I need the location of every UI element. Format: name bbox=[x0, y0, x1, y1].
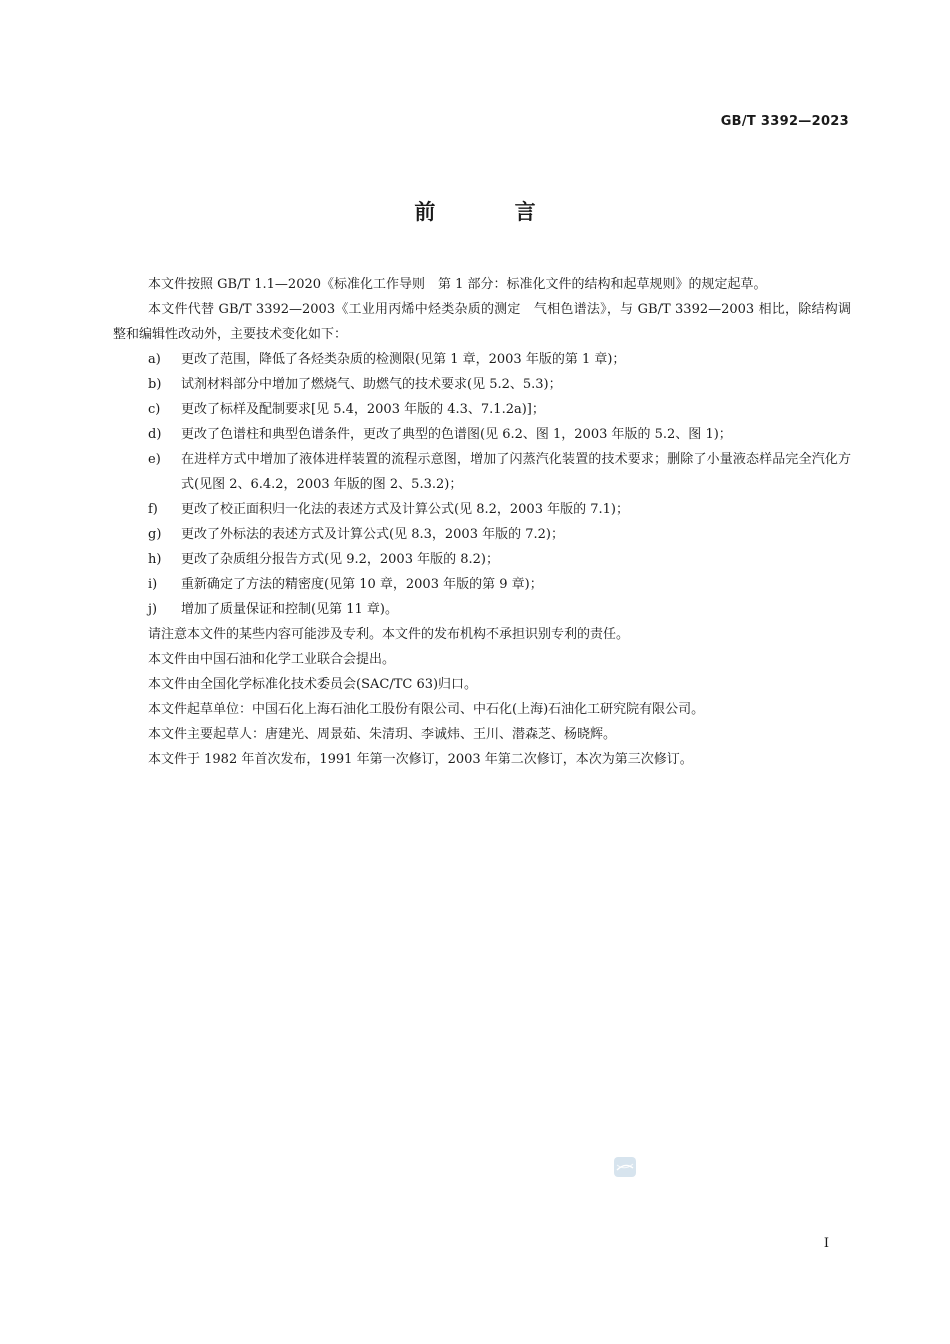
intro-paragraph-drafting-rules: 本文件按照 GB/T 1.1—2020《标准化工作导则 第 1 部分：标准化文件的结构和起草规则》的规定起草。 bbox=[148, 277, 767, 292]
publication-history-paragraph: 本文件于 1982 年首次发布，1991 年第一次修订，2003 年第二次修订，本次为第三次修订。 bbox=[148, 752, 693, 767]
sac-watermark-logo bbox=[613, 1156, 637, 1178]
change-item-text: 更改了杂质组分报告方式(见 9.2，2003 年版的 8.2)； bbox=[181, 552, 499, 567]
change-list-item bbox=[113, 447, 851, 497]
change-list-item bbox=[113, 522, 851, 547]
change-item-label: g) bbox=[148, 527, 162, 542]
change-item-label: f) bbox=[148, 502, 158, 517]
intro-paragraph-replacement: 本文件代替 GB/T 3392—2003《工业用丙烯中烃类杂质的测定 气相色谱法》，与 GB/T 3392—2003 相比，除结构调整和编辑性改动外，主要技术变化如下： bbox=[113, 302, 851, 342]
patent-notice-paragraph: 请注意本文件的某些内容可能涉及专利。本文件的发布机构不承担识别专利的责任。 bbox=[148, 627, 630, 642]
document-body bbox=[113, 272, 851, 772]
proposer-paragraph: 本文件由中国石油和化学工业联合会提出。 bbox=[148, 652, 396, 667]
change-item-label: a) bbox=[148, 352, 161, 367]
change-list-item bbox=[113, 422, 851, 447]
change-list-item bbox=[113, 497, 851, 522]
change-item-label: c) bbox=[148, 402, 161, 417]
technical-committee-paragraph: 本文件由全国化学标准化技术委员会(SAC/TC 63)归口。 bbox=[148, 677, 478, 692]
page-number: I bbox=[823, 1236, 829, 1251]
change-item-text: 试剂材料部分中增加了燃烧气、助燃气的技术要求(见 5.2、5.3)； bbox=[181, 377, 562, 392]
change-item-text: 更改了校正面积归一化法的表述方式及计算公式(见 8.2，2003 年版的 7.1)； bbox=[181, 502, 629, 517]
change-item-label: d) bbox=[148, 427, 162, 442]
change-item-text: 增加了质量保证和控制(见第 11 章)。 bbox=[181, 602, 398, 617]
change-item-label: b) bbox=[148, 377, 162, 392]
change-item-label: j) bbox=[148, 602, 158, 617]
change-item-text: 在进样方式中增加了液体进样装置的流程示意图，增加了闪蒸汽化装置的技术要求；删除了小量液态样品完全汽化方式(见图 2、6.4.2，2003 年版的图 2、5.3.2)； bbox=[181, 452, 851, 492]
page-title: 前 言 bbox=[414, 200, 572, 224]
change-item-label: e) bbox=[148, 452, 161, 467]
change-list-item bbox=[113, 372, 851, 397]
change-item-label: h) bbox=[148, 552, 162, 567]
document-code: GB/T 3392—2023 bbox=[720, 114, 849, 129]
change-item-text: 更改了范围，降低了各烃类杂质的检测限(见第 1 章，2003 年版的第 1 章)； bbox=[181, 352, 626, 367]
change-list-item bbox=[113, 397, 851, 422]
change-item-text: 更改了色谱柱和典型色谱条件，更改了典型的色谱图(见 6.2、图 1，2003 年版的 5.2、图 1)； bbox=[181, 427, 732, 442]
drafting-units-paragraph: 本文件起草单位：中国石化上海石油化工股份有限公司、中石化(上海)石油化工研究院有限公司。 bbox=[148, 702, 705, 717]
change-item-label: i) bbox=[148, 577, 158, 592]
change-list-item bbox=[113, 347, 851, 372]
change-list-item bbox=[113, 547, 851, 572]
change-item-text: 更改了外标法的表述方式及计算公式(见 8.3，2003 年版的 7.2)； bbox=[181, 527, 564, 542]
change-list-item bbox=[113, 597, 851, 622]
change-item-text: 重新确定了方法的精密度(见第 10 章，2003 年版的第 9 章)； bbox=[181, 577, 543, 592]
change-item-text: 更改了标样及配制要求[见 5.4，2003 年版的 4.3、7.1.2a)]； bbox=[181, 402, 545, 417]
change-list-item bbox=[113, 572, 851, 597]
drafters-paragraph: 本文件主要起草人：唐建光、周景茹、朱清玥、李诚炜、王川、潜森芝、杨晓辉。 bbox=[148, 727, 617, 742]
